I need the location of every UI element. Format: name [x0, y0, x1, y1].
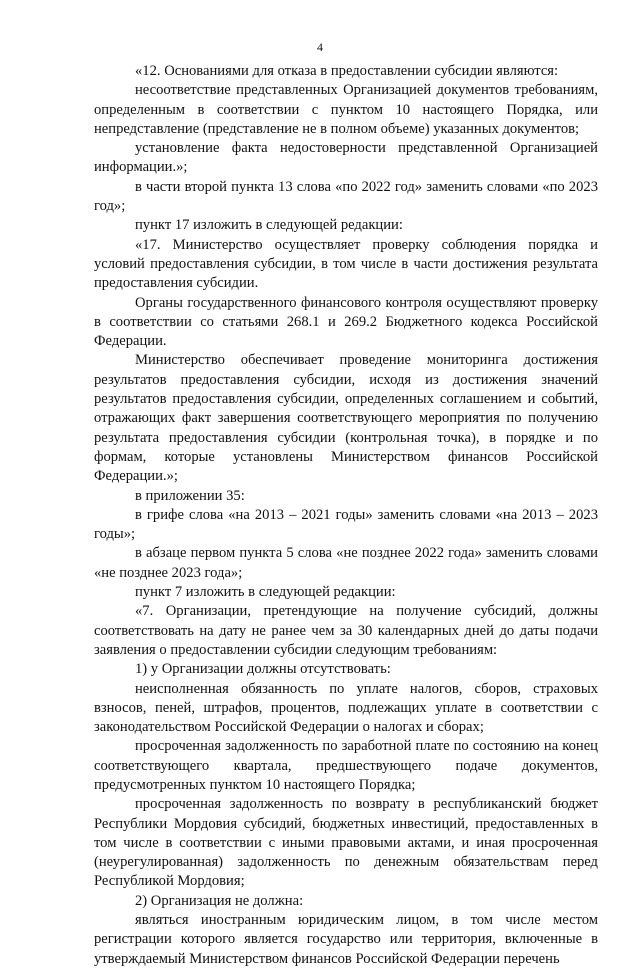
paragraph-15: неисполненная обязанность по уплате налогов, сборов, страховых взносов, пеней, штрафов, процентов, подлежащих уплате в соответствии с законодательством Российской Федерации о налогах и сборах;	[94, 680, 598, 736]
paragraph-1: «12. Основаниями для отказа в предоставлении субсидии являются:	[135, 63, 559, 79]
paragraph-16: просроченная задолженность по заработной плате по состоянию на конец соответствующего квартала, предшествующего подаче документов, предусмотренных пунктом 10 настоящего Порядка;	[94, 738, 598, 793]
page-number: 4	[317, 40, 323, 54]
paragraph-19: являться иностранным юридическим лицом, в том числе местом регистрации которого является государство или территория, включенные в утверждаемый Министерством финансов Российской Федерации перечень	[94, 912, 598, 967]
paragraph-11: в абзаце первом пункта 5 слова «не позднее 2022 года» заменить словами «не позднее 2023 года»;	[94, 545, 598, 581]
paragraph-2: несоответствие представленных Организацией документов требованиям, определенным в соответствии с пунктом 10 настоящего Порядка, или непредставление (представление не в полном объеме) указанных документов;	[94, 82, 598, 137]
paragraph-7: Органы государственного финансового контроля осуществляют проверку в соответствии со статьями 268.1 и 269.2 Бюджетного кодекса Российской Федерации.	[94, 294, 598, 350]
paragraph-8: Министерство обеспечивает проведение мониторинга достижения результатов предоставления субсидии, исходя из достижения значений результатов предоставления субсидии, определенных соглашением и событий, отражающих факт завершения соответствующего мероприятия по получению результата предоставления субсидии (контрольная точка), в порядке и по формам, которые установлены Министерством финансов Российской Федерации.»;	[94, 352, 598, 485]
paragraph-13: «7. Организации, претендующие на получение субсидий, должны соответствовать на дату не ранее чем за 30 календарных дней до даты подачи заявления о предоставлении субсидии следующим требованиям:	[94, 603, 598, 658]
paragraph-5: пункт 17 изложить в следующей редакции:	[135, 217, 403, 234]
paragraph-4: в части второй пункта 13 слова «по 2022 год» заменить словами «по 2023 год»;	[94, 178, 598, 215]
paragraph-10: в грифе слова «на 2013 – 2021 годы» заменить словами «на 2013 – 2023 годы»;	[94, 506, 598, 543]
paragraph-6: «17. Министерство осуществляет проверку соблюдения порядка и условий предоставления субсидии, в том числе в части достижения результата предоставления субсидии.	[94, 236, 598, 292]
paragraph-18: 2) Организация не должна:	[135, 892, 304, 909]
paragraph-17: просроченная задолженность по возврату в республиканский бюджет Республики Мордовия субсидий, бюджетных инвестиций, предоставленных в том числе в соответствии с иными правовыми актами, и иная просроченная (неурегулированная) задолженность по денежным обязательствам перед Республикой Мордовия;	[94, 796, 598, 890]
paragraph-3: установление факта недостоверности представленной Организацией информации.»;	[94, 140, 598, 176]
paragraph-14: 1) у Организации должны отсутствовать:	[135, 661, 391, 678]
paragraph-9: в приложении 35:	[135, 487, 245, 504]
paragraph-12: пункт 7 изложить в следующей редакции:	[135, 584, 396, 601]
document-body	[94, 62, 598, 969]
